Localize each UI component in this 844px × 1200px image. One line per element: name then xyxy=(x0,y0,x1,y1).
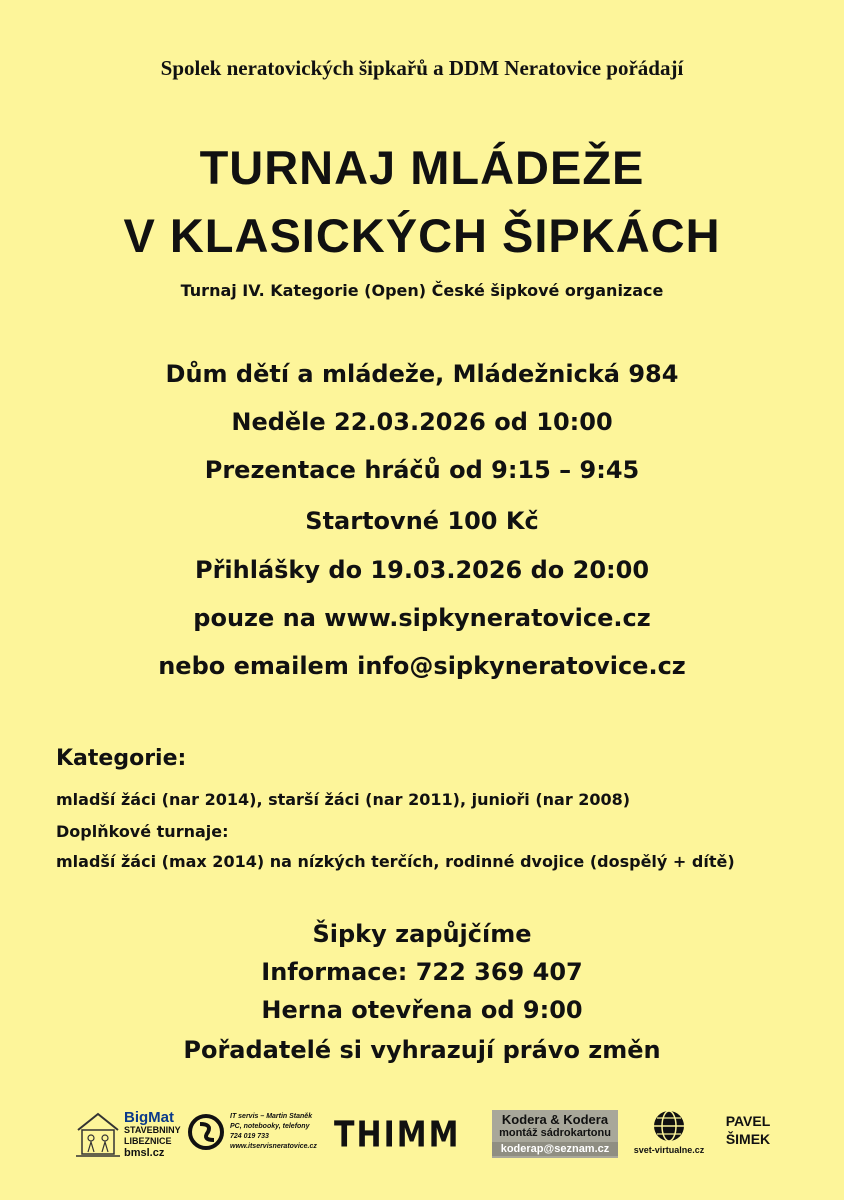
bigmat-name: BigMat xyxy=(124,1109,174,1126)
it-servis-line: 724 019 733 xyxy=(230,1133,269,1140)
bigmat-line: LIBEZNICE xyxy=(124,1136,172,1146)
closing-line: Informace: 722 369 407 xyxy=(261,958,583,986)
date-time: Neděle 22.03.2026 od 10:00 xyxy=(231,408,613,436)
house-children-logo-icon xyxy=(72,1108,124,1160)
organizers-line: Spolek neratovických šipkařů a DDM Neratovice pořádají xyxy=(160,56,684,80)
it-servis-line: IT servis – Martin Staněk xyxy=(230,1113,313,1120)
title-line-1: TURNAJ MLÁDEŽE xyxy=(199,141,645,194)
it-servis-line: www.itservisneratovice.cz xyxy=(230,1143,317,1150)
kodera-name: Kodera & Kodera xyxy=(501,1112,609,1127)
kodera-logo xyxy=(492,1110,618,1158)
pavel-simek-logo xyxy=(716,1112,780,1148)
svet-web: svet-virtualne.cz xyxy=(633,1145,705,1155)
it-servis-logo xyxy=(186,1112,331,1162)
bigmat-line: STAVEBNINY xyxy=(124,1125,181,1135)
signup-deadline: Přihlášky do 19.03.2026 do 20:00 xyxy=(194,556,650,584)
venue: Dům dětí a mládeže, Mládežnická 984 xyxy=(165,360,679,388)
kodera-subtitle: montáž sádrokartonu xyxy=(499,1127,611,1139)
registration-time: Prezentace hráčů od 9:15 – 9:45 xyxy=(204,456,640,484)
entry-fee: Startovné 100 Kč xyxy=(305,507,539,535)
categories-heading: Kategorie: xyxy=(56,746,187,771)
pavel-last-name: ŠIMEK xyxy=(725,1131,771,1147)
pavel-first-name: PAVEL xyxy=(725,1113,771,1129)
category-line: mladší žáci (nar 2014), starší žáci (nar 2011), junioři (nar 2008) xyxy=(56,790,631,809)
it-servis-line: PC, notebooky, telefony xyxy=(230,1123,310,1130)
it-servis-logo-icon xyxy=(186,1112,226,1152)
category-line: Doplňkové turnaje: xyxy=(56,822,229,841)
svet-virtualne-logo xyxy=(624,1108,714,1160)
closing-line: Šipky zapůjčíme xyxy=(312,920,532,948)
closing-line: Herna otevřena od 9:00 xyxy=(261,996,583,1024)
bigmat-web: bmsl.cz xyxy=(124,1147,165,1159)
closing-line: Pořadatelé si vyhrazují právo změn xyxy=(183,1036,661,1064)
subtitle: Turnaj IV. Kategorie (Open) České šipkové organizace xyxy=(180,281,664,300)
category-line: mladší žáci (max 2014) na nízkých terčích, rodinné dvojice (dospělý + dítě) xyxy=(56,852,735,871)
bigmat-logo xyxy=(124,1110,186,1159)
globe-icon xyxy=(650,1108,688,1144)
signup-email: nebo emailem info@sipkyneratovice.cz xyxy=(158,652,686,680)
thimm-logo: THIMM xyxy=(334,1114,461,1156)
title-line-2: V KLASICKÝCH ŠIPKÁCH xyxy=(123,209,721,262)
signup-website: pouze na www.sipkyneratovice.cz xyxy=(193,604,651,632)
kodera-email: koderap@seznam.cz xyxy=(492,1142,618,1156)
